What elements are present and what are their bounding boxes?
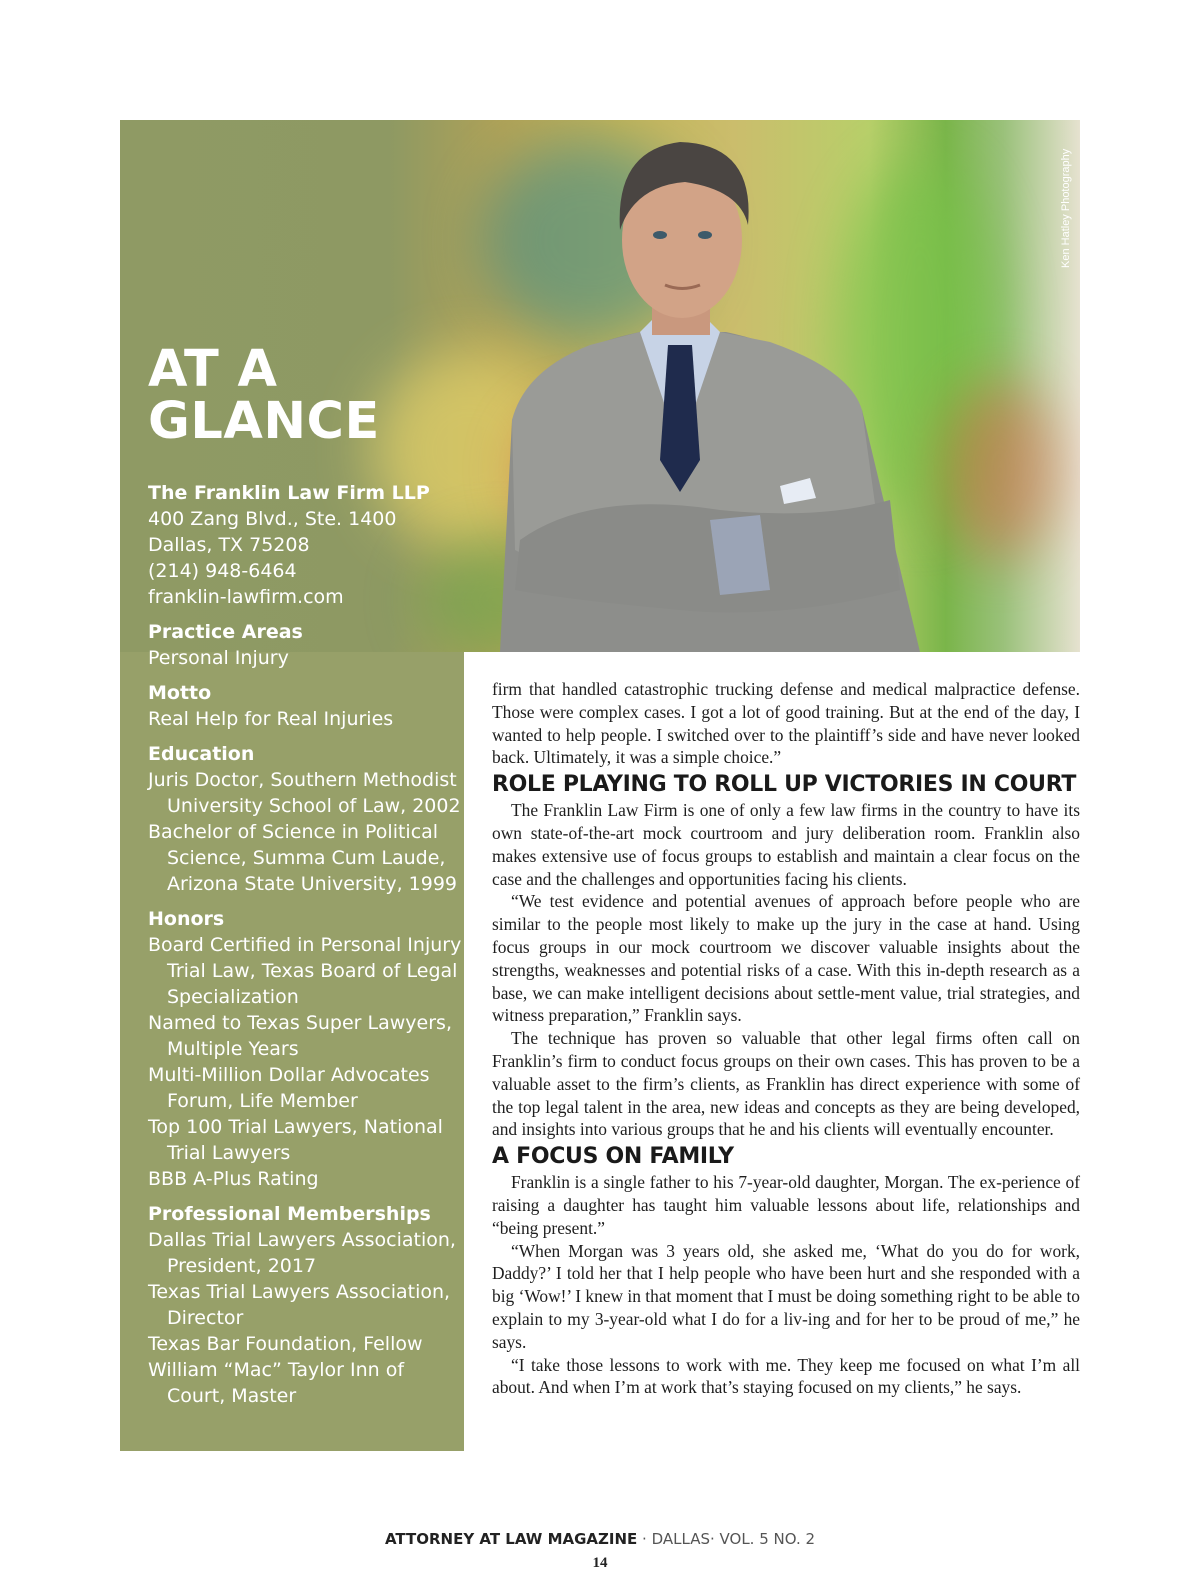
issue-info: · DALLAS· VOL. 5 NO. 2 (637, 1530, 816, 1548)
article-paragraph: The technique has proven so valuable that other legal firms often call on Franklin’s firm to conduct focus groups on their own cases. This has proven to be a valuable asset to the firm’s clients, as Franklin has direct experience with some of the top legal talent in the area, new ideas and concepts as they are being developed, and insights into various groups that he and his clients will eventually encounter. (492, 1028, 1080, 1140)
practice-value: Personal Injury (148, 647, 289, 669)
article-body (492, 678, 1080, 1399)
education-item: Juris Doctor, Southern Methodist University School of Law, 2002 (148, 769, 461, 817)
article-paragraph: “I take those lessons to work with me. They keep me focused on what I’m all about. And when I’m at work that’s staying focused on my clients,” he says. (492, 1354, 1080, 1398)
honors-item: BBB A-Plus Rating (148, 1168, 319, 1190)
article-paragraph: “We test evidence and potential avenues of approach before people who are similar to the people most likely to make up the jury in the case at hand. Using focus groups in our mock courtroom we discover valuable insights about the strengths, weaknesses and potential risks of a case. With this in-depth research as a base, we can make intelligent decisions about settle-ment value, trial strategies, and witness preparation,” Franklin says. (492, 891, 1080, 1026)
memberships-heading: Professional Memberships (148, 1203, 431, 1225)
article-paragraph: Franklin is a single father to his 7-year-old daughter, Morgan. The ex-perience of raising a daughter has taught him valuable lessons about life, relationships and “being present.” (492, 1172, 1080, 1238)
honors-heading: Honors (148, 908, 225, 930)
sidebar-title (148, 340, 468, 451)
membership-item: Texas Bar Foundation, Fellow (148, 1333, 423, 1355)
section-heading: ROLE PLAYING TO ROLL UP VICTORIES IN COURT (492, 772, 1077, 798)
education-heading: Education (148, 743, 255, 765)
membership-item: Texas Trial Lawyers Association, Director (148, 1281, 451, 1329)
honors-item: Named to Texas Super Lawyers, Multiple Years (148, 1012, 452, 1060)
honors-item: Top 100 Trial Lawyers, National Trial Lawyers (148, 1116, 443, 1164)
article-paragraph: “When Morgan was 3 years old, she asked me, ‘What do you do for work, Daddy?’ I told her that I help people who have been hurt and she responded with a big ‘Wow!’ I knew in that moment that I must be doing something right to be able to explain to my 3-year-old what I do for a liv-ing and for her to be proud of me,” he says. (492, 1240, 1081, 1352)
section-heading: A FOCUS ON FAMILY (492, 1144, 734, 1170)
sidebar-title-line1: AT A (148, 340, 278, 399)
article-paragraph: firm that handled catastrophic trucking defense and medical malpractice defense. Those were complex cases. I got a lot of good training. But at the end of the day, I wanted to help people. I switched over to the plaintiff’s side and have never looked back. Ultimately, it was a simple choice.” (492, 679, 1080, 768)
website: franklin-lawfirm.com (148, 586, 344, 608)
honors-item: Board Certified in Personal Injury Trial Law, Texas Board of Legal Specialization (148, 934, 462, 1008)
membership-item: Dallas Trial Lawyers Association, President, 2017 (148, 1229, 456, 1277)
firm-name: The Franklin Law Firm LLP (148, 482, 430, 504)
magazine-name: ATTORNEY AT LAW MAGAZINE (384, 1530, 638, 1548)
sidebar-title-line2: GLANCE (148, 392, 380, 451)
honors-item: Multi-Million Dollar Advocates Forum, Life Member (148, 1064, 430, 1112)
page-footer (0, 1530, 1200, 1548)
photo-credit: Ken Hatley Photography (1060, 148, 1072, 268)
membership-item: William “Mac” Taylor Inn of Court, Master (148, 1359, 405, 1407)
article-paragraph: The Franklin Law Firm is one of only a few law firms in the country to have its own state-of-the-art mock courtroom and jury deliberation room. Franklin also makes extensive use of focus groups to establish and maintain a clear focus on the case and the challenges and opportunities facing his clients. (492, 800, 1080, 889)
phone: (214) 948-6464 (148, 560, 297, 582)
practice-heading: Practice Areas (148, 621, 303, 643)
page-number: 14 (592, 1555, 608, 1571)
motto-value: Real Help for Real Injuries (148, 708, 394, 730)
motto-heading: Motto (148, 682, 212, 704)
firm-facts (148, 480, 468, 1409)
address-line2: Dallas, TX 75208 (148, 534, 310, 556)
education-item: Bachelor of Science in Political Science, Summa Cum Laude, Arizona State University, 1999 (148, 821, 458, 895)
address-line1: 400 Zang Blvd., Ste. 1400 (148, 508, 397, 530)
